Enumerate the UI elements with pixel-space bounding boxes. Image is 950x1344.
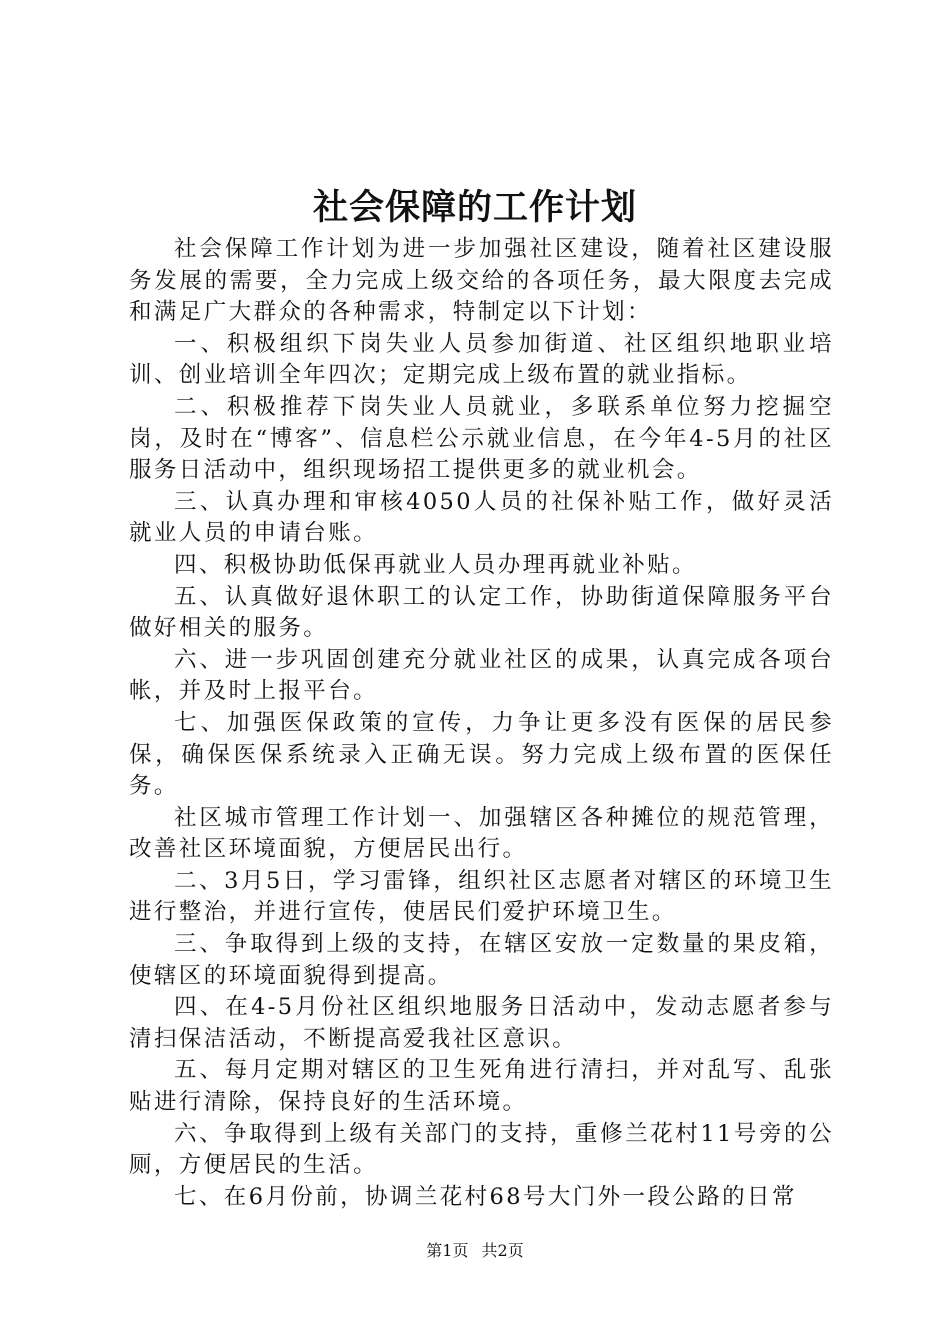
paragraph: 五、每月定期对辖区的卫生死角进行清扫，并对乱写、乱张贴进行清除，保持良好的生活环境。 <box>129 1057 834 1116</box>
paragraph: 七、在6月份前，协调兰花村68号大门外一段公路的日常 <box>174 1183 797 1210</box>
document-title: 社会保障的工作计划 <box>312 187 637 228</box>
paragraph: 社区城市管理工作计划一、加强辖区各种摊位的规范管理，改善社区环境面貌，方便居民出行。 <box>129 804 834 863</box>
paragraph: 七、加强医保政策的宣传，力争让更多没有医保的居民参保，确保医保系统录入正确无误。努力完成上级布置的医保任务。 <box>129 709 834 800</box>
paragraph: 二、积极推荐下岗失业人员就业，多联系单位努力挖掘空岗，及时在“博客”、信息栏公示就业信息，在今年4-5月的社区服务日活动中，组织现场招工提供更多的就业机会。 <box>129 393 834 484</box>
paragraph: 三、争取得到上级的支持，在辖区安放一定数量的果皮箱，使辖区的环境面貌得到提高。 <box>129 931 834 989</box>
paragraph: 四、在4-5月份社区组织地服务日活动中，发动志愿者参与清扫保洁活动，不断提高爱我社区意识。 <box>129 994 834 1052</box>
paragraph: 六、争取得到上级有关部门的支持，重修兰花村11号旁的公厕，方便居民的生活。 <box>129 1120 834 1179</box>
page-number: 第1页 <box>426 1241 469 1260</box>
paragraph: 五、认真做好退休职工的认定工作，协助街道保障服务平台做好相关的服务。 <box>129 583 834 642</box>
paragraph: 三、认真办理和审核4050人员的社保补贴工作，做好灵活就业人员的申请台账。 <box>129 488 834 547</box>
paragraph: 社会保障工作计划为进一步加强社区建设，随着社区建设服务发展的需要，全力完成上级交给的各项任务，最大限度去完成和满足广大群众的各种需求，特制定以下计划： <box>129 236 834 326</box>
page-total: 共2页 <box>481 1241 524 1260</box>
paragraph: 二、3月5日，学习雷锋，组织社区志愿者对辖区的环境卫生进行整治，并进行宣传，使居民们爱护环境卫生。 <box>129 867 834 926</box>
document-body <box>129 234 834 1213</box>
paragraph: 六、进一步巩固创建充分就业社区的成果，认真完成各项台帐，并及时上报平台。 <box>129 646 834 705</box>
paragraph: 四、积极协助低保再就业人员办理再就业补贴。 <box>174 551 697 578</box>
page-footer <box>0 1241 950 1261</box>
paragraph: 一、积极组织下岗失业人员参加街道、社区组织地职业培训、创业培训全年四次；定期完成上级布置的就业指标。 <box>129 330 834 389</box>
